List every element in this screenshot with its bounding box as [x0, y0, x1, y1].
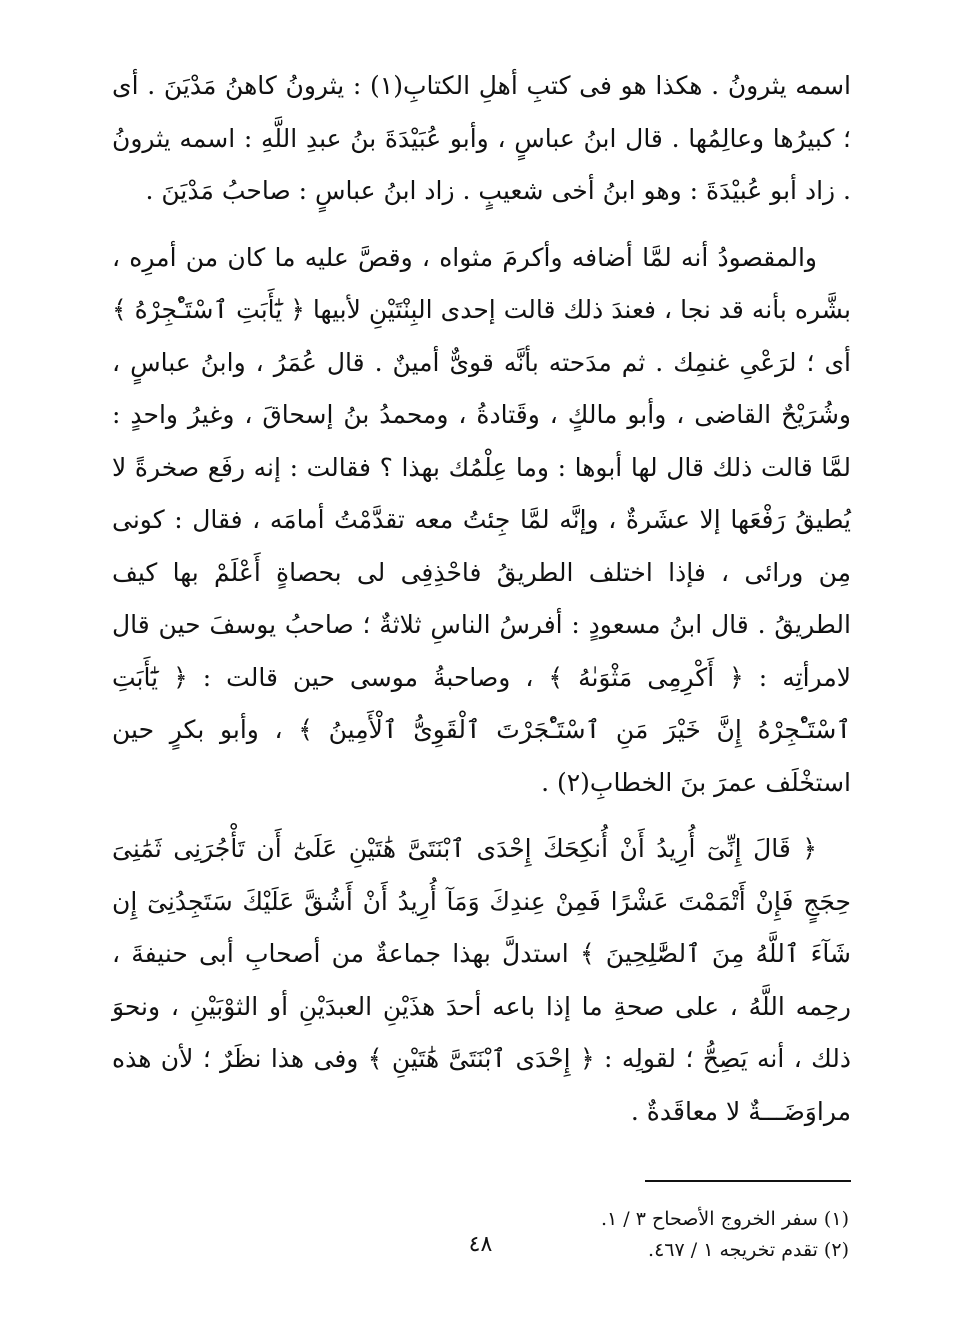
page-number: ٤٨	[468, 1232, 493, 1257]
paragraph-1: اسمه يثرونُ . هكذا هو فى كتبِ أهلِ الكتابِ(١) : يثرونُ كاهنُ مَدْيَنَ . أى ؛ كبيرُها وعالِمُها . قال ابنُ عباسٍ ، وأبو عُبَيْدَةَ بنُ عبدِ اللَّهِ : اسمه يثرونُ . زاد أبو عُبيْدَةَ : وهو ابنُ أخى شعيبٍ . زاد ابنُ عباسٍ : صاحبُ مَدْيَنَ .	[112, 71, 851, 205]
footnote-separator	[645, 1180, 851, 1182]
footnote-2: (٢) تقدم تخريجه ١ / ٤٦٧.	[648, 1239, 849, 1261]
footnote-1: (١) سفر الخروج الأصحاح ٣ / ١.	[600, 1208, 849, 1230]
main-text	[112, 60, 851, 1138]
paragraph-2: والمقصودُ أنه لمَّا أضافه وأكرمَ مثواه ، وقصَّ عليه ما كان من أمرِه ، بشَّره بأنه قد نجا ، فعندَ ذلك قالت إحدى البِنْتَيْنِ لأبيها ﴿ يَٰٓأَبَتِ ٱسْتَـْٔجِرْهُ ﴾ أى ؛ لرَعْىِ غنمِك . ثم مدَحته بأنَّه قوىٌّ أمينٌ . قال عُمَرُ ، وابنُ عباسٍ ، وشُرَيْحٌ القاضى ، وأبو مالكٍ ، وقَتادةُ ، ومحمدُ بنُ إسحاقَ ، وغيرُ واحدٍ : لمَّا قالت ذلك قال لها أبوها : وما عِلْمُك بهذا ؟ فقالت : إنه رفَع صخرةً لا يُطيقُ رَفْعَها إلا عشَرةٌ ، وإنَّه لمَّا جِئتُ معه تقدَّمْتُ أمامَه ، فقال : كونى مِن ورائى ، فإذا اختلف الطريقُ فاحْذِفِى لى بحصاةٍ أَعْلَمْ بها كيف الطريقُ . قال ابنُ مسعودٍ : أفرسُ الناسِ ثلاثةٌ ؛ صاحبُ يوسفَ حين قال لامرأتِه : ﴿ أَكْرِمِى مَثْوَىٰهُ ﴾ ، وصاحبةُ موسى حين قالت : ﴿ يَٰٓأَبَتِ ٱسْتَـْٔجِرْهُ إِنَّ خَيْرَ مَنِ ٱسْتَـْٔجَرْتَ ٱلْقَوِىُّ ٱلْأَمِينُ ﴾ ، وأبو بكرٍ حين استخْلَف عمرَ بنَ الخطابِ(٢) .	[112, 242, 851, 797]
paragraph-3: ﴿ قَالَ إِنِّىٓ أُرِيدُ أَنْ أُنكِحَكَ إِحْدَى ٱبْنَتَىَّ هَٰتَيْنِ عَلَىٰٓ أَن تَأْجُرَنِى ثَمَٰنِىَ حِجَجٍ فَإِنْ أَتْمَمْتَ عَشْرًا فَمِنْ عِندِكَ وَمَآ أُرِيدُ أَنْ أَشُقَّ عَلَيْكَ سَتَجِدُنِىٓ إِن شَآءَ ٱللَّهُ مِنَ ٱلصَّٰلِحِينَ ﴾ استدلَّ بهذا جماعةٌ من أصحابِ أبى حنيفةَ ، رحِمه اللَّهُ ، على صحةِ ما إذا باعه أحدَ هذَيْنِ العبدَيْنِ أو الثوْبَيْنِ ، ونحوَ ذلك ، أنه يَصِحُّ ؛ لقولِه : ﴿ إِحْدَى ٱبْنَتَىَّ هَٰتَيْنِ ﴾ وفى هذا نظَرٌ ؛ لأن هذه مراوَضَـــةٌ لا معاقَدةٌ .	[112, 834, 851, 1126]
